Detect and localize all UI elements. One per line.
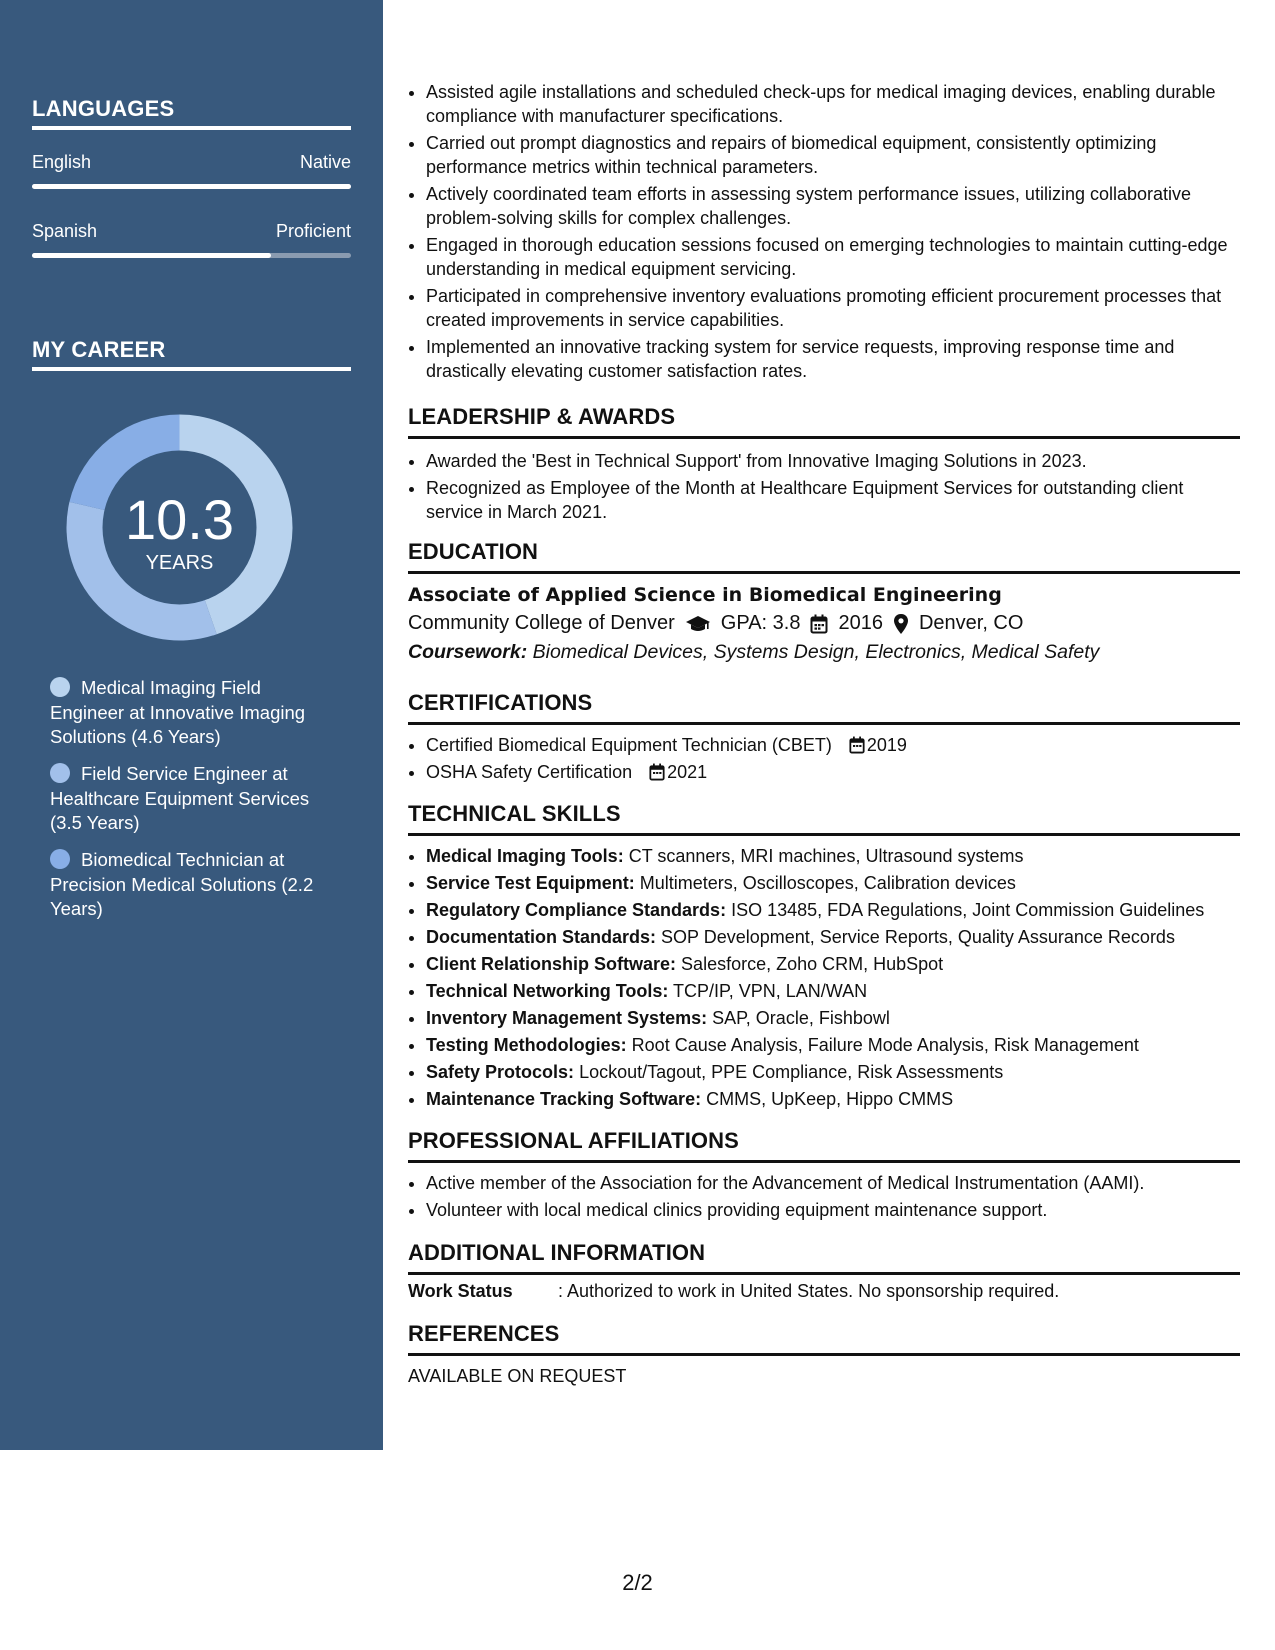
list-item: • Implemented an innovative tracking system for service requests, improving response time and drastically elevating customer satisfaction rates.: [426, 335, 1240, 383]
career-heading: MY CAREER: [32, 337, 166, 362]
calendar-icon: [849, 736, 865, 754]
list-item: [426, 1060, 1240, 1084]
section-rule: [408, 436, 1240, 439]
education-section: [408, 539, 1240, 664]
list-item: [426, 733, 1240, 757]
skill-label: Testing Methodologies:: [426, 1035, 627, 1055]
affiliations-section: [408, 1128, 1240, 1225]
experience-list: [408, 80, 1240, 383]
list-item: [426, 1087, 1240, 1111]
coursework: [408, 641, 1240, 664]
skill-value: Lockout/Tagout, PPE Compliance, Risk Assessments: [579, 1062, 1004, 1082]
skills-section: [408, 801, 1240, 1114]
section-rule: [408, 571, 1240, 574]
skill-value: TCP/IP, VPN, LAN/WAN: [673, 981, 868, 1001]
experience-section: [408, 80, 1240, 386]
career-heading-rule: [32, 367, 351, 371]
language-row-english: [32, 152, 351, 173]
gpa: GPA: 3.8: [720, 612, 801, 634]
career-item-text: Medical Imaging Field Engineer at Innovative Imaging Solutions (4.6 Years): [50, 677, 306, 747]
list-item: [426, 760, 1240, 784]
certification-year: 2021: [667, 762, 708, 782]
career-item: [50, 762, 330, 836]
career-donut-chart: [66, 414, 293, 641]
awards-section: [408, 404, 1240, 527]
graduation-year: 2016: [838, 612, 883, 634]
list-item: [426, 925, 1240, 949]
list-item: • Volunteer with local medical clinics providing equipment maintenance support.: [426, 1198, 1240, 1222]
list-item: • Assisted agile installations and scheduled check-ups for medical imaging devices, enabling durable compliance with manufacturer specifications.: [426, 80, 1240, 128]
coursework-text: Biomedical Devices, Systems Design, Electronics, Medical Safety: [532, 641, 1100, 663]
skill-label: Technical Networking Tools:: [426, 981, 669, 1001]
career-item-text: Biomedical Technician at Precision Medical Solutions (2.2 Years): [50, 849, 314, 919]
language-name: English: [32, 152, 92, 172]
list-item: • Awarded the 'Best in Technical Support' from Innovative Imaging Solutions in 2023.: [426, 449, 1240, 473]
references-section: [408, 1321, 1240, 1387]
skills-list: [408, 844, 1240, 1111]
education-details: [408, 612, 1240, 635]
career-legend-dot: [50, 763, 70, 783]
section-rule: [408, 833, 1240, 836]
references-text: AVAILABLE ON REQUEST: [408, 1366, 627, 1386]
skill-label: Safety Protocols:: [426, 1062, 575, 1082]
graduation-cap-icon: [685, 614, 711, 634]
list-item: • Participated in comprehensive inventory evaluations promoting efficient procurement processes that created improvements in service capabilities.: [426, 284, 1240, 332]
section-heading: TECHNICAL SKILLS: [408, 801, 621, 826]
language-bar-fill: [32, 184, 351, 189]
language-level: Proficient: [275, 221, 351, 241]
language-bar-english: [32, 184, 351, 189]
skill-value: CT scanners, MRI machines, Ultrasound systems: [628, 846, 1024, 866]
certification-name: OSHA Safety Certification: [426, 762, 633, 782]
calendar-icon: [810, 614, 828, 634]
career-item: [50, 848, 330, 922]
language-name: Spanish: [32, 221, 98, 241]
affiliations-list: [408, 1171, 1240, 1222]
school-name: Community College of Denver: [408, 612, 675, 634]
skill-value: SAP, Oracle, Fishbowl: [712, 1008, 890, 1028]
career-item: [50, 676, 330, 750]
list-item: • Actively coordinated team efforts in assessing system performance issues, utilizing collaborative problem-solving skills for complex challenges.: [426, 182, 1240, 230]
sidebar: [0, 0, 383, 1450]
section-heading: PROFESSIONAL AFFILIATIONS: [408, 1128, 739, 1153]
list-item: • Active member of the Association for the Advancement of Medical Instrumentation (AAMI).: [426, 1171, 1240, 1195]
work-status-value: : Authorized to work in United States. No sponsorship required.: [558, 1281, 1060, 1301]
list-item: [426, 898, 1240, 922]
list-item: • Carried out prompt diagnostics and repairs of biomedical equipment, consistently optimizing performance metrics within technical parameters.: [426, 131, 1240, 179]
section-rule: [408, 1272, 1240, 1275]
additional-info-section: [408, 1240, 1240, 1302]
section-rule: [408, 722, 1240, 725]
list-item: [426, 1006, 1240, 1030]
list-item: • Engaged in thorough education sessions focused on emerging technologies to maintain cutting-edge understanding in medical equipment servicing.: [426, 233, 1240, 281]
language-row-spanish: [32, 221, 351, 242]
section-rule: [408, 1160, 1240, 1163]
list-item: [426, 1033, 1240, 1057]
page-number: 2/2: [622, 1570, 653, 1595]
coursework-label: Coursework:: [408, 641, 528, 663]
certifications-section: [408, 690, 1240, 787]
skill-label: Inventory Management Systems:: [426, 1008, 708, 1028]
skill-label: Medical Imaging Tools:: [426, 846, 624, 866]
language-level: Native: [299, 152, 351, 172]
skill-value: SOP Development, Service Reports, Quality Assurance Records: [661, 927, 1175, 947]
career-total-unit: YEARS: [145, 552, 214, 574]
certification-name: Certified Biomedical Equipment Technician (CBET): [426, 735, 832, 755]
awards-list: [408, 449, 1240, 524]
skill-value: Salesforce, Zoho CRM, HubSpot: [681, 954, 944, 974]
career-legend-dot: [50, 849, 70, 869]
location-pin-icon: [893, 613, 909, 635]
languages-heading: LANGUAGES: [32, 96, 175, 121]
calendar-icon: [649, 763, 665, 781]
list-item: [426, 979, 1240, 1003]
degree-title: Associate of Applied Science in Biomedical Engineering: [408, 584, 1002, 606]
list-item: [426, 871, 1240, 895]
skill-label: Client Relationship Software:: [426, 954, 677, 974]
list-item: [426, 952, 1240, 976]
section-heading: REFERENCES: [408, 1321, 560, 1346]
certifications-list: [408, 733, 1240, 784]
skill-value: Multimeters, Oscilloscopes, Calibration devices: [639, 873, 1016, 893]
section-heading: CERTIFICATIONS: [408, 690, 593, 715]
education-location: Denver, CO: [918, 612, 1024, 634]
section-heading: EDUCATION: [408, 539, 539, 564]
languages-heading-rule: [32, 126, 351, 130]
skill-label: Documentation Standards:: [426, 927, 657, 947]
career-item-text: Field Service Engineer at Healthcare Equipment Services (3.5 Years): [50, 763, 310, 833]
list-item: [426, 844, 1240, 868]
section-rule: [408, 1353, 1240, 1356]
list-item: • Recognized as Employee of the Month at Healthcare Equipment Services for outstanding client service in March 2021.: [426, 476, 1240, 524]
skill-label: Maintenance Tracking Software:: [426, 1089, 702, 1109]
career-total-value: 10.3: [125, 488, 234, 551]
section-heading: LEADERSHIP & AWARDS: [408, 404, 676, 429]
work-status-row: [408, 1281, 1240, 1302]
language-bar-spanish: [32, 253, 351, 258]
certification-year: 2019: [866, 735, 907, 755]
skill-value: CMMS, UpKeep, Hippo CMMS: [706, 1089, 954, 1109]
skill-label: Regulatory Compliance Standards:: [426, 900, 727, 920]
language-bar-fill: [32, 253, 271, 258]
section-heading: ADDITIONAL INFORMATION: [408, 1240, 706, 1265]
career-legend-dot: [50, 677, 70, 697]
skill-label: Service Test Equipment:: [426, 873, 635, 893]
work-status-label: Work Status: [408, 1281, 513, 1301]
skill-value: Root Cause Analysis, Failure Mode Analysis, Risk Management: [631, 1035, 1139, 1055]
skill-value: ISO 13485, FDA Regulations, Joint Commission Guidelines: [731, 900, 1205, 920]
